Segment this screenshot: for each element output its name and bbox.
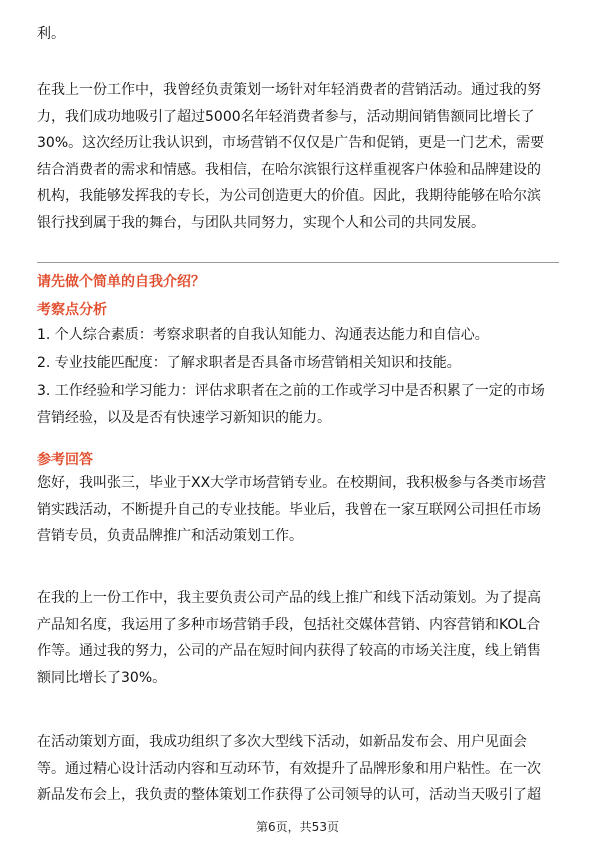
answer-paragraph-1: 您好，我叫张三，毕业于XX大学市场营销专业。在校期间，我积极参与各类市场营 销实践活动，不断提升自己的专业技能。毕业后，我曾在一家互联网公司担任市场 营销专员，负责品牌推广和活动策划工作。 <box>37 475 547 544</box>
answer-heading: 参考回答 <box>37 452 93 468</box>
paragraph-previous-experience: 在我上一份工作中，我曾经负责策划一场针对年轻消费者的营销活动。通过我的努 力，我们成功地吸引了超过5000名年轻消费者参与，活动期间销售额同比增长了 30%。这次经历让我认识到，市场营销不仅仅是广告和促销，更是一门艺术，需要 结合消费者的需求和情感。我相信，在哈尔滨银行这样重视客户体验和品牌建设的 机构，我能够发挥我的专长，为公司创造更大的价值。因此，我期待能够在哈尔滨 银行找到属于我的舞台，与团队共同努力，实现个人和公司的共同发展。 <box>37 82 545 231</box>
answer-paragraph-3: 在活动策划方面，我成功组织了多次大型线下活动，如新品发布会、用户见面会 等。通过精心设计活动内容和互动环节，有效提升了品牌形象和用户粘性。在一次 新品发布会上，我负责的整体策划工作获得了公司领导的认可，活动当天吸引了超 <box>37 734 541 803</box>
analysis-point-3: 3. 工作经验和学习能力：评估求职者在之前的工作或学习中是否积累了一定的市场 营销经验，以及是否有快速学习新知识的能力。 <box>37 383 545 426</box>
analysis-point-1: 1. 个人综合素质：考察求职者的自我认知能力、沟通表达能力和自信心。 <box>37 327 489 343</box>
paragraph-continuation: 利。 <box>37 26 65 42</box>
section-divider <box>37 262 559 263</box>
analysis-heading: 考察点分析 <box>37 302 107 318</box>
answer-paragraph-2: 在我的上一份工作中，我主要负责公司产品的线上推广和线下活动策划。为了提高 产品知名度，我运用了多种市场营销手段，包括社交媒体营销、内容营销和KOL合 作等。通过我的努力，公司的产品在短时间内获得了较高的市场关注度，线上销售 额同比增长了30%。 <box>37 590 541 686</box>
page-number-footer: 第6页，共53页 <box>256 820 339 834</box>
analysis-point-2: 2. 专业技能匹配度：了解求职者是否具备市场营销相关知识和技能。 <box>37 355 461 371</box>
question-title: 请先做个简单的自我介绍？ <box>37 274 205 290</box>
